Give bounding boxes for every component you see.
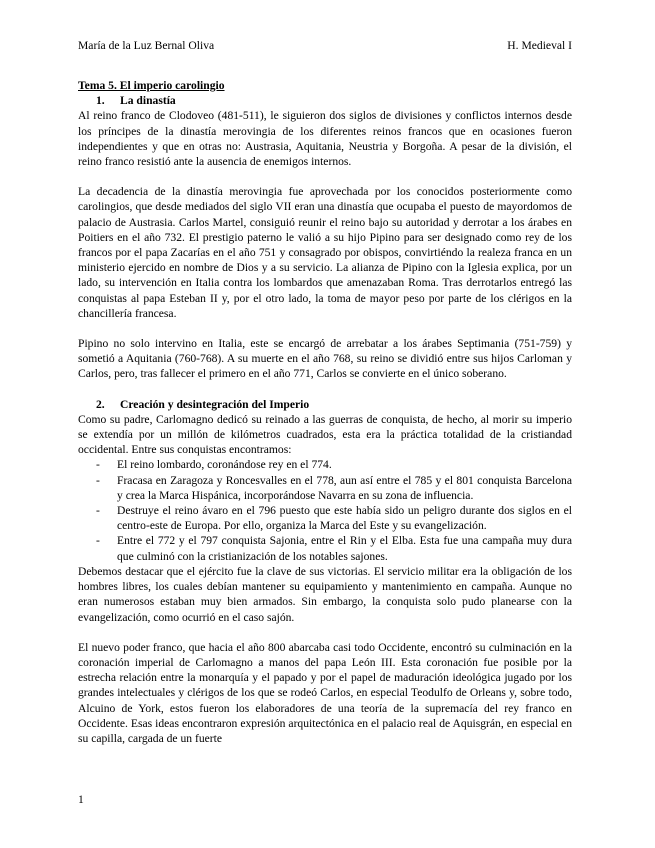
page-header	[78, 38, 572, 54]
page-number: 1	[78, 793, 84, 806]
section-heading-1	[78, 93, 572, 108]
header-course: H. Medieval I	[507, 39, 572, 52]
paragraph: Debemos destacar que el ejército fue la clave de sus victorias. El servicio militar era la obligación de los hombres libres, los cuales debían mantener su equipamiento y mantenimiento en campaña. Aunque no eran numerosos estaban muy bien armados. Sin embargo, la conquista solo pudo planearse con la evangelización, como ocurrió en el caso sajón.	[78, 564, 572, 624]
list-item: - Fracasa en Zaragoza y Roncesvalles en el 778, aun así entre el 785 y el 801 conquista Barcelona y crea la Marca Hispánica, incorporándose Navarra en su zona de influencia.	[96, 473, 572, 502]
paragraph: Como su padre, Carlomagno dedicó su reinado a las guerras de conquista, de hecho, al morir su imperio se extendía por un millón de kilómetros cuadrados, esta era la práctica totalidad de la cristiandad occidental. Entre sus conquistas encontramos:	[78, 412, 572, 457]
paragraph: El nuevo poder franco, que hacia el año 800 abarcaba casi todo Occidente, encontró su culminación en la coronación imperial de Carlomagno a manos del papa León III. Esta coronación fue posible por la estrecha relación entre la monarquía y el papado y por el papel de maduración ideológica jugado por los grandes intelectuales y clérigos de los que se rodeó Carlos, en especial Teodulfo de Orleans y, sobre todo, Alcuino de York, estos fueron los elaboradores de una teoría de la supremacía del rey franco en Occidente. Esas ideas encontraron expresión arquitectónica en el palacio real de Aquisgrán, en especial en su capilla, cargada de un fuerte	[78, 640, 572, 745]
section-number: 2.	[96, 397, 105, 411]
header-author: María de la Luz Bernal Oliva	[78, 39, 215, 52]
section-number: 1.	[96, 94, 105, 108]
list-item: - Entre el 772 y el 797 conquista Sajonia, entre el Rin y el Elba. Esta fue una campaña muy dura que culminó con la cristianización de los notables sajones.	[96, 534, 572, 563]
paragraph: La decadencia de la dinastía merovingia fue aprovechada por los conocidos posteriormente como carolingios, que desde mediados del siglo VII eran una dinastía que ocupaba el puesto de mayordomos de palacio de Austrasia. Carlos Martel, consiguió reunir el reino bajo su autoridad y derrotar a los árabes en Poitiers en el año 732. El prestigio paterno le valió a su hijo Pipino para ser designado como rey de los francos por el papa Zacarías en el año 751 y consagrado por obispos, convirtiéndo la realeza franca en un ministerio ejercido en nombre de Dios y a su servicio. La alianza de Pipino con la Iglesia explica, por un lado, su intervención en Italia contra los lombardos que amenazaban Roma. Tras derrotarlos entregó las conquistas al papa Esteban II y, por el otro lado, la toma de mayor peso por parte de los clérigos en la chancillería francesa.	[78, 185, 572, 320]
list-item: - Destruye el reino ávaro en el 796 puesto que este había sido un peligro durante dos siglos en el centro-este de Europa. Por ello, organiza la Marca del Este y su evangelización.	[96, 504, 572, 533]
document-body	[78, 78, 572, 746]
conquest-list	[78, 457, 572, 563]
section-title: Creación y desintegración del Imperio	[120, 397, 310, 411]
list-item: - El reino lombardo, coronándose rey en el 774.	[96, 458, 332, 472]
paragraph: Pipino no solo intervino en Italia, este se encargó de arrebatar a los árabes Septimania (751-759) y sometió a Aquitania (760-768). A su muerte en el año 768, su reino se dividió entre sus hijos Carloman y Carlos, pero, tras fallecer el primero en el año 771, Carlos se convierte en el único soberano.	[78, 337, 572, 381]
section-heading-2	[78, 397, 572, 412]
paragraph: Al reino franco de Clodoveo (481-511), le siguieron dos siglos de divisiones y conflictos internos desde los príncipes de la dinastía merovingia de los diferentes reinos francos que en ocasiones fueron independientes y que en otras no: Austrasia, Aquitania, Neustria y Borgoña. A pesar de la división, el reino franco resistió ante la ausencia de enemigos internos.	[78, 109, 572, 169]
chapter-title: Tema 5. El imperio carolingio	[78, 79, 225, 92]
section-title: La dinastía	[120, 94, 176, 108]
